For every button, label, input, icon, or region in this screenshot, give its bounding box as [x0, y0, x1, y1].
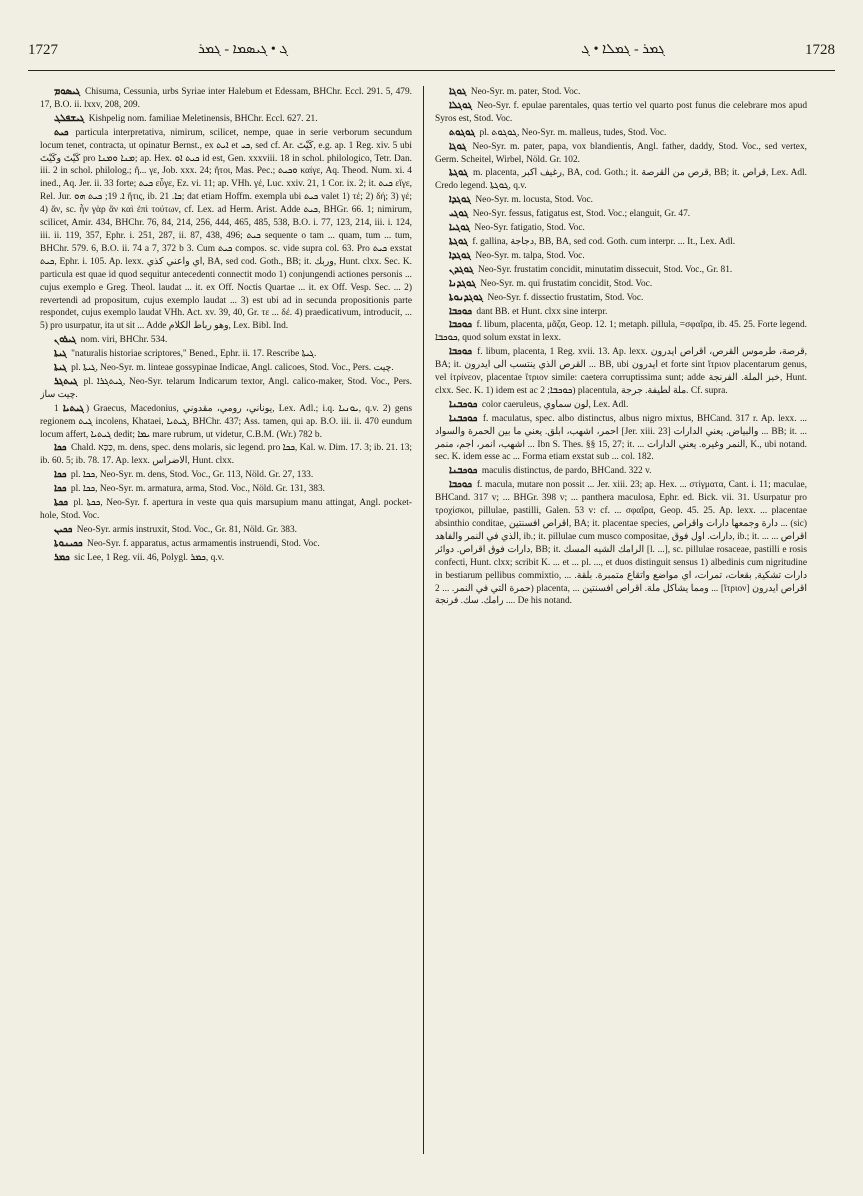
entry-text: pl. ܟܟܬܐ, Neo-Syr. f. apertura in veste qua quis marsupium manu attingat, Angl. pocket-hole, Stod. Voc. [40, 498, 412, 521]
entry-text: "naturalis historiae scriptores," Bened., Ephr. ii. 17. Rescribe ܓܝܬܐ. [71, 349, 317, 360]
header-rule [28, 70, 835, 71]
entry-headword: ܟܘܟܒܐ [449, 346, 473, 358]
entry-text: Neo-Syr. frustatim concidit, minutatim dissecuit, Stod. Voc., Gr. 81. [477, 264, 733, 275]
dictionary-entry [40, 483, 412, 496]
entry-headword: ܟܟܐ [54, 442, 67, 454]
dictionary-entry [40, 127, 412, 334]
entry-text: Neo-Syr. fessus, fatigatus est, Stod. Voc.; elanguit, Gr. 47. [472, 209, 691, 220]
entry-headword: ܟܝܬ [54, 126, 69, 138]
entry-text: Chisuma, Cessunia, urbs Syriae inter Halebum et Edessam, BHChr. Eccl. 291. 5, 479. 17, B.O. ii. lxxv, 208, 209. [40, 87, 412, 110]
entry-text: color caeruleus, لون سماوي, Lex. Adl. [481, 399, 629, 410]
page-number-right: 1728 [805, 42, 835, 58]
dictionary-entry [40, 524, 412, 537]
entry-text: Chald. כַּכָּא, m. dens, spec. dens molaris, sic legend. pro ܟܟܐ, Kal. w. Dim. 17. 3; ib. 21. 13; ib. 60. 5; ib. 78. 17. Ap. lexx. الاضراس, Hunt. clxx. [40, 443, 412, 467]
dictionary-entry [435, 208, 807, 221]
entry-headword: ܓܝܬܓܪ [54, 375, 78, 387]
entry-text: m. placenta, رغيف اكبر, BA, cod. Goth.; it. قرص من القرصة, BB; it. قراص, Lex. Adl. Credo legend. ܓܘܓܬܐ, q.v. [435, 168, 807, 192]
entry-text: f. libum, placenta, 1 Reg. xvii. 13. Ap. lexx. قرصة، طرموس القرص، اقراص ايدرون, BA; it. القرص الذي ينتسب الى ايدرون ... BB, ubi ايدرون et forte sint ἴτριον placentarum genus, vel ἰτρίνεον, placentae ἴτριον simile: caetera corruptissima sunt; adde خبز الملة. الفرنجة, Hunt. clxx. Sec. K. 1) idem est ac ܟܘܟܒܐ; 2) placentula, ملة لطيفة. جرجة. Cf. supra. [435, 347, 807, 396]
entry-text: pl. ܟܟܐ, Neo-Syr. m. armatura, arma, Stod. Voc., Nöld. Gr. 131, 383. [70, 484, 325, 495]
entry-headword: ܓܝܣܘܡ [54, 86, 81, 97]
entry-headword: ܟܘܟܒܐ [449, 305, 473, 317]
column-divider [423, 86, 424, 1154]
entry-headword: ܓܘܓܘܬ [449, 126, 476, 138]
entry-text: pl. ܟܟܐ, Neo-Syr. m. dens, Stod. Voc., Gr. 113, Nöld. Gr. 27, 133. [70, 470, 314, 481]
entry-headword: ܟܟܝܢ [54, 523, 73, 535]
entry-headword: ܓܝܬܐ [54, 362, 67, 374]
entry-headword: ܓܝܫܦܠܓ [54, 112, 85, 124]
entry-headword: ܟܘܟܒܢܐ [449, 398, 478, 410]
dictionary-entry [40, 348, 412, 361]
dictionary-entry [40, 552, 412, 565]
entry-headword: ܓܘܓܕܢܘܬܐ [449, 291, 484, 303]
dictionary-entry [435, 127, 807, 140]
entry-text: particula interpretativa, nimirum, scilicet, nempe, quae in serie verborum secundum locum tenet, contracta, ut opinatur Bernst., ex ܐܝܬ et ܟܝ, sed cf. Ar. كَيْتَ, e.g. ap. 1 Reg. xiv. 5 ubi كَيْتَ وكَيْتَ pro ܡܢܐ ܘܡܢܐ; ap. Hex. ܟܝܬ ܐܘ id est, Gen. xxxviii. 18 in schol. philologico, Tetr. Dan. iii. 2 in schol. philolog.; ἤ... γε, Job. xxx. 24; ἤτοι, Mas. Pec.; ܘܟܝܬ καίγε, Aq. Theod. Num. xi. 4 ined., Aq. Jer. ii. 33 forte; ܟܝܬ εὖγε, Ez. vi. 11; ap. VHh. γέ, Luc. xxiv. 21, 1 Cor. ix. 2; it. ܟܝܬ εἴγε, Rel. Jur. ܐ. 19; ܟܝܬ ܗܘ ἥτις, ib. ܟܐ. 21; dat etiam Hoffm. exempla ubi ܟܝܬ valet 1) τέ; 2) δή; 3) γέ; 4) ἄν, sc. ἦν γὰρ ἂν καὶ ἐπὶ τούτων, cf. Lex. ad Herm. Arist. Adde ܟܝܬ, BHGr. 66. 1; nimirum, scilicet, Amir. 434, BHChr. 76, 84, 214, 256, 444, 465, 485, 538, B.O. i. 77, 123, 214, iii. i. 124, iii. ii. 119, 357, Ephr. i. 251, 287, ii. 87, 438, 496; ܟܝܬ sequente o tam ... quam, tum ... tum, BHChr. 579. 6, B.O. ii. 74 a 7, 372 b 3. Cum ܟܝܬ compos. sc. vide supra col. 63. Pro ܟܝܬ exstat ܟܝܬ, Ephr. i. 105. Ap. lexx. اي واعني كذي, BA, sed cod. Goth., BB; it. وربك, Hunt. clxx. Sec. K. particula est quae id quod sequitur antecedenti connectit modo 1) conjungendi actiones personis ... cujus exemplo e Greg. Theol. laudat ... it. ex Off. Noctis Quartae ... it. ex Off. Vesp. Sec. ... 2) revertendi ad propositum, cujus exemplo laudat ... 3) est ubi ad in secunda propositionis parte respondet, cujus exemplo laudat VHh. Act. xv. 39, 40, Gr. τε ... δέ. 4) praedicativum, introducit, ... 5) pro usurpatur, ita ut sit ... Adde وهو رباط الكلام, Lex. Bibl. Ind. [40, 127, 412, 332]
entry-headword: ܟܘܟܒܐ [449, 319, 473, 331]
dictionary-entry [435, 222, 807, 235]
entry-text: Neo-Syr. f. dissectio frustatim, Stod. Voc. [487, 292, 644, 303]
entry-headword: ܓܘܓܝ [449, 208, 469, 220]
running-head-right: ܓܡܪ - ܓܡܠܐ • ܓ [581, 42, 665, 57]
dictionary-entry [435, 141, 807, 167]
entry-text: dant BB. et Hunt. clxx sine interpr. [476, 306, 608, 317]
entry-text: Neo-Syr. m. locusta, Stod. Voc. [475, 195, 594, 206]
dictionary-entry [435, 100, 807, 126]
entry-headword: ܟܟܐ [54, 483, 67, 495]
dictionary-entry [435, 250, 807, 263]
entry-text: Kishpelig nom. familiae Meletinensis, BHChr. Eccl. 627. 21. [88, 113, 318, 124]
entry-text: f. gallina, دجاجة, BB, BA, sed cod. Goth. cum interpr. ... It., Lex. Adl. [472, 236, 736, 247]
dictionary-entry [40, 86, 412, 112]
entry-text: maculis distinctus, de pardo, BHCand. 322 v. [481, 466, 652, 477]
right-column [435, 86, 807, 1166]
entry-headword: ܓܘܓܐ [449, 86, 467, 97]
entry-headword: ܟܟܝܢܘܬܐ [54, 537, 83, 549]
dictionary-entry [40, 113, 412, 126]
running-head-left: ܓ • ܓܝܣܡܐ - ܓܡܪ [198, 42, 289, 57]
dictionary-entry [435, 264, 807, 277]
dictionary-entry [435, 306, 807, 319]
entry-headword: ܟܡܪ [54, 551, 70, 563]
entry-headword: ܓܘܓܕܢܐ [449, 277, 477, 289]
entry-headword: ܓܘܓܬܐ [449, 167, 469, 179]
left-column [40, 86, 412, 1166]
dictionary-entry [435, 399, 807, 412]
dictionary-entry [40, 376, 412, 402]
entry-text: Neo-Syr. fatigatio, Stod. Voc. [474, 223, 585, 234]
dictionary-entry [435, 278, 807, 291]
entry-headword: ܟܟܐ [54, 469, 67, 481]
dictionary-entry [435, 479, 807, 608]
entry-text: nom. viri, BHChr. 534. [80, 335, 168, 346]
entry-text: pl. ܓܝܬܓܪܐ, Neo-Syr. telarum Indicarum textor, Angl. calico-maker, Stod. Voc., Pers. چیت ساز. [40, 376, 412, 400]
page-number-left: 1727 [28, 42, 58, 58]
entry-headword: ܓܝܬܝܐ [62, 402, 85, 414]
dictionary-entry [435, 413, 807, 465]
dictionary-entry [435, 86, 807, 99]
entry-headword: ܟܘܟܒܐ [449, 479, 473, 491]
dictionary-entry [40, 403, 412, 442]
dictionary-entry [435, 292, 807, 305]
entry-text: Neo-Syr. m. pater, Stod. Voc. [470, 87, 581, 97]
dictionary-entry [40, 538, 412, 551]
entry-headword: ܟܘܟܒܢܐ [449, 412, 478, 424]
entry-text: Neo-Syr. f. apparatus, actus armamentis instruendi, Stod. Voc. [87, 538, 320, 549]
entry-headword: ܟܟܬܐ [54, 497, 69, 509]
dictionary-entry [40, 362, 412, 375]
page-header [28, 42, 835, 66]
dictionary-entry [435, 236, 807, 249]
entry-text: sic Lee, 1 Reg. vii. 46, Polygl. ܟܡܪ, q.v. [74, 552, 225, 563]
dictionary-entry [40, 497, 412, 523]
entry-headword: ܓܝܬܐ [54, 348, 67, 360]
entry-headword: ܟܘܟܒܢܐ [449, 465, 478, 477]
entry-headword: ܓܘܓܬܐ [449, 235, 469, 247]
entry-text: pl. ܓܝܬܐ, Neo-Syr. m. linteae gossypinae Indicae, Angl. calicoes, Stod. Voc., Pers. چیت. [71, 363, 394, 374]
entry-headword: ܓܘܓܕܢ [449, 263, 474, 275]
entry-text: Neo-Syr. f. epulae parentales, quas tertio vel quarto post funus die celebrare mos apud Syros est, Stod. Voc. [435, 100, 807, 124]
entry-headword: ܓܝܪܘܢ [54, 334, 77, 346]
dictionary-entry [435, 319, 807, 345]
entry-headword: ܓܘܓܕܐ [449, 194, 472, 206]
entry-headword: ܓܘܓܝܐ [449, 222, 471, 234]
dictionary-entry [435, 346, 807, 398]
entry-headword: ܓܘܓܐ [449, 140, 467, 152]
entry-headword: ܓܘܓܕܐ [449, 249, 472, 261]
entry-text: f. macula, mutare non possit ... Jer. xiii. 23; ap. Hex. ... στίγματα, Cant. i. 11; maculae, BHCand. 317 v; ... BHGr. 398 v; ... panthera maculosa, Ephr. ed. Bick. vii. 31. Usurpatur pro τροχίσκοι, pillulae, pastilli, Galen. 53 v: cf. ... σφαῖρα, Geop. 45. 25. Ap. lexx. ... placentae absinthio conditae, اقراص افسنتين, BA; it. placentae species, دارة وجمعها دارات واقراص ... (sic) الذي في النمر والفاهد, ib.; it. pillulae cum musco compositae, دارات. اول فوق, ib.; it. ... اقراص ... دارات فوق اقراص. دوائر, BB; it. الرامك الشيه المسك [l. ...], sc. pillulae rosaceae, pastilli e rosis confecti, Hunt. clxx; scribit K. ... et ... pl. ..., et duos distinguit sensus 1) albedinis cum nigritudine in bestiarum pellibus commixtio, ... دارات تشكية, بقعات، تمرات، اي مواضع واتقاع متمبرة. بلقة. حمرة التي في النمر. ... 2) placenta, ... ومما يشاكل ملة. اقراص افسنتين ... [ἴτριον] اقراص ايدرون ... رامك. سك. فرنجة. De his notand. [435, 480, 807, 607]
dictionary-entry [435, 465, 807, 478]
entry-text: Neo-Syr. m. qui frustatim concidit, Stod. Voc. [480, 278, 653, 289]
entry-text: f. libum, placenta, μᾶζα, Geop. 12. 1; metaph. pillula, =σφαῖρα, ib. 45. 25. Forte legend. ܟܘܟܒܐ, quod solum exstat in lexx. [435, 320, 807, 344]
entry-text: Neo-Syr. m. talpa, Stod. Voc. [475, 250, 585, 261]
entry-text: pl. ܓܘܓܘܬ, Neo-Syr. m. malleus, tudes, Stod. Voc. [479, 127, 667, 138]
dictionary-entry [435, 167, 807, 193]
entry-text: 1) Graecus, Macedonius, يوناني، رومي، مقدوني, Lex. Adl.; i.q. ܝܘܢܝܐ, q.v. 2) gens regionem ܓܝܬ incolens, Khataei, ܓܝܬܝܐ, BHChr. 437; Ass. tamen, qui ap. B.O. iii. ii. 470 eundum locum affert, ܓܝܬܝܐ dedit; ܝܡܐ mare rubrum, ut videtur, C.B.M. (Wr.) 782 b. [40, 403, 412, 440]
dictionary-entry [40, 334, 412, 347]
entry-text: Neo-Syr. armis instruxit, Stod. Voc., Gr. 81, Nöld. Gr. 383. [76, 524, 297, 535]
dictionary-entry [40, 442, 412, 468]
entry-headword: ܓܘܓܠܐ [449, 99, 473, 111]
dictionary-entry [40, 469, 412, 482]
entry-text: f. maculatus, spec. albo distinctus, albus nigro mixtus, BHCand. 317 r. Ap. lexx. ... احمر، اشهب، ابلق. يعني ما بين الحمرة والسواد [Jer. xiii. 23] والبياض. يعني الدارات ... BB; it. ... اشهب، انمر، اجم، منمر ... Ibn S. Thes. §§ 15, 27; it. ... النمر وغيره. يعني الدارات, K., ubi notand. sec. K. idem esse ac ... Forma etiam exstat sub ... col. 182. [435, 413, 807, 463]
entry-text: Neo-Syr. m. pater, papa, vox blandientis, Angl. father, daddy, Stod. Voc., sed vertex, Germ. Scheitel, Wirbel, Nöld. Gr. 102. [435, 141, 807, 165]
dictionary-entry [435, 194, 807, 207]
